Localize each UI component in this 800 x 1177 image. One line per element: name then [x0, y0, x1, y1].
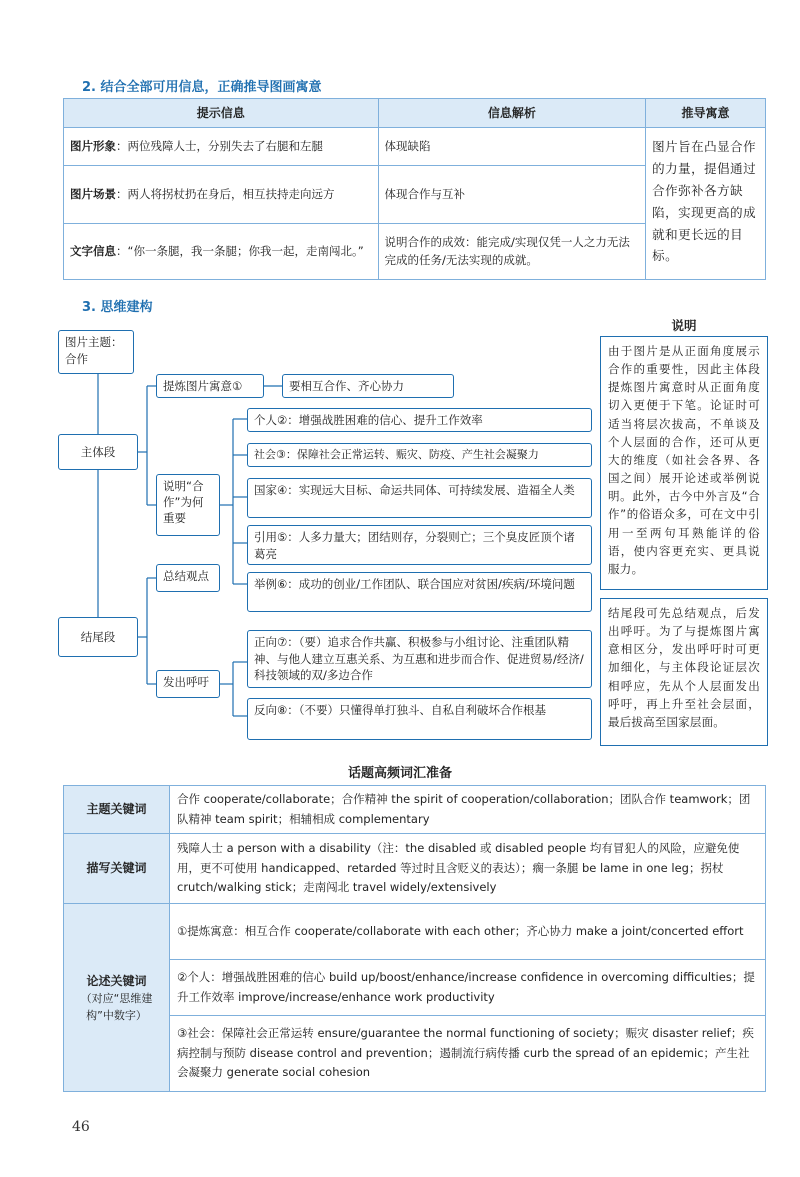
mindmap-body-paragraph: 主体段: [58, 434, 138, 470]
mindmap-topic: 图片主题：合作: [58, 330, 134, 374]
vocab-table: [63, 785, 766, 1092]
section2-title: 2. 结合全部可用信息，正确推导图画寓意: [82, 80, 322, 95]
analysis-cell: 说明合作的成效：能完成/实现仅凭一人之力无法完成的任务/无法实现的成就。: [378, 224, 646, 280]
vocab-content: 合作 cooperate/collaborate；合作精神 the spirit of cooperation/collaboration；团队合作 teamwork；团队精神 team spirit；相辅相成 complementary: [170, 786, 766, 834]
hint-text: ：两位残障人士，分别失去了右腿和左腿: [116, 138, 323, 153]
mindmap-summary: 总结观点: [156, 564, 220, 592]
analysis-cell: 体现合作与互补: [378, 166, 646, 224]
vocab-content: ①提炼寓意：相互合作 cooperate/collaborate with each other；齐心协力 make a joint/concerted effort: [170, 904, 766, 960]
mindmap-personal: 个人②：增强战胜困难的信心、提升工作效率: [247, 408, 592, 432]
analysis-cell: 体现缺陷: [378, 128, 646, 166]
mindmap-nation: 国家④：实现远大目标、命运共同体、可持续发展、造福全人类: [247, 478, 592, 518]
page-number: 46: [72, 1119, 90, 1135]
vocab-content: 残障人士 a person with a disability（注：the disabled 或 disabled people 均有冒犯人的风险，应避免使用，更不可使用 handicapped、retarded 等过时且含贬义的表达）；瘸一条腿 be lame in one leg；拐杖 crutch/walking stick；走南闯北 travel widely/extensively: [170, 834, 766, 904]
vocab-label-sub: （对应“思维建构”中数字）: [80, 992, 153, 1022]
header-conclusion: 推导寓意: [646, 99, 766, 128]
vocab-label-argument: [64, 904, 170, 1092]
mindmap-positive: 正向⑦：（要）追求合作共赢、积极参与小组讨论、注重团队精神、与他人建立互惠关系、为互惠和进步而合作、促进贸易/经济/科技领域的双/多边合作: [247, 630, 592, 688]
mindmap-refine-answer: 要相互合作、齐心协力: [282, 374, 454, 398]
vocab-content: ③社会：保障社会正常运转 ensure/guarantee the normal functioning of society；赈灾 disaster relief；疾病控制与预防 disease control and prevention；遏制流行病传播 curb the spread of an epidemic；产生社会凝聚力 generate social cohesion: [170, 1016, 766, 1092]
hint-label: 图片场景: [70, 186, 116, 201]
header-hint: 提示信息: [64, 99, 379, 128]
hint-text: ：“你一条腿，我一条腿；你我一起，走南闯北。”: [116, 243, 364, 258]
vocab-label: 主题关键词: [64, 786, 170, 834]
vocab-content: ②个人：增强战胜困难的信心 build up/boost/enhance/increase confidence in overcoming difficulties；提升工作效率 improve/increase/enhance work productivity: [170, 960, 766, 1016]
section3-title: 3. 思维建构: [82, 300, 153, 315]
explanation-note-end: 结尾段可先总结观点，后发出呼吁。为了与提炼图片寓意相区分，发出呼吁时可更加细化，与主体段论证层次相呼应，先从个人层面发出呼吁，再上升至社会层面，最后拔高至国家层面。: [600, 598, 768, 746]
note-title: 说明: [671, 318, 697, 333]
mindmap-example: 举例⑥：成功的创业/工作团队、联合国应对贫困/疾病/环境问题: [247, 572, 592, 612]
mindmap-call: 发出呼吁: [156, 670, 220, 698]
vocab-label: 论述关键词: [86, 973, 147, 988]
mindmap-end-paragraph: 结尾段: [58, 617, 138, 657]
mindmap-why-important: 说明“合作”为何重要: [156, 474, 220, 536]
conclusion-cell: 图片旨在凸显合作的力量，提倡通过合作弥补各方缺陷，实现更高的成就和更长远的目标。: [646, 128, 766, 280]
mindmap-refine-meaning: 提炼图片寓意①: [156, 374, 264, 398]
mindmap-negative: 反向⑧：（不要）只懂得单打独斗、自私自利破坏合作根基: [247, 698, 592, 740]
vocab-title: 话题高频词汇准备: [347, 766, 452, 781]
mindmap-quote: 引用⑤：人多力量大；团结则存，分裂则亡；三个臭皮匠顶个诸葛亮: [247, 525, 592, 565]
mindmap-society: 社会③：保障社会正常运转、赈灾、防疫、产生社会凝聚力: [247, 443, 592, 467]
vocab-label: 描写关键词: [64, 834, 170, 904]
hint-label: 文字信息: [70, 243, 116, 258]
hint-text: ：两人将拐杖扔在身后，相互扶持走向远方: [116, 186, 335, 201]
header-analysis: 信息解析: [378, 99, 646, 128]
explanation-note-body: 由于图片是从正面角度展示合作的重要性，因此主体段提炼图片寓意时从正面角度切入更便于下笔。论证时可适当将层次拔高，不单谈及个人层面的合作，还可从更大的维度（如社会各界、各国之间）展开论述或举例说明。此外，古今中外言及“合作”的俗语众多，可在文中引用一至两句耳熟能详的俗语，使内容更充实、更具说服力。: [600, 336, 768, 590]
hint-label: 图片形象: [70, 138, 116, 153]
